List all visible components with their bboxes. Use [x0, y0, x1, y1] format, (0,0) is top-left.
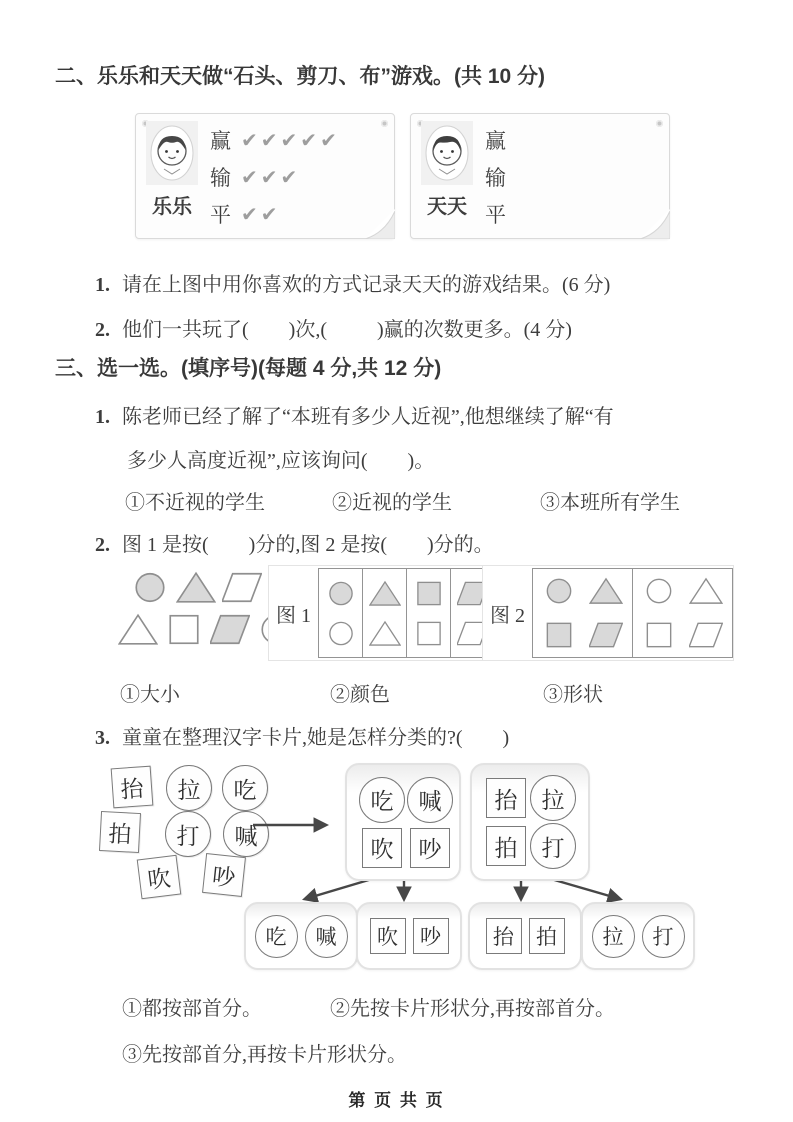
tally-card-tiantian — [410, 113, 670, 239]
avatar-frame — [421, 121, 473, 185]
group-box-cards — [472, 765, 588, 879]
figure-1-label: 图 1 — [276, 604, 311, 627]
triangle-shape — [118, 613, 158, 646]
player-name: 乐乐 — [152, 196, 192, 218]
figure-2-label: 图 2 — [490, 604, 525, 627]
question-text: 陈老师已经了解了“本班有多少人近视”,他想继续了解“有 — [122, 406, 614, 428]
s2-question-1 — [95, 268, 610, 297]
square-shape — [413, 580, 445, 607]
arrow-down-right-icon — [551, 879, 620, 899]
tally-row-win — [210, 121, 390, 158]
subgroup-cards — [583, 904, 693, 968]
char-card-拍: 拍 — [529, 918, 565, 954]
triangle-shape — [589, 577, 623, 605]
check-mark: ✔ — [241, 127, 258, 152]
tally-rows — [485, 121, 665, 232]
parallelogram-shape — [210, 613, 250, 646]
question-number: 2. — [95, 534, 110, 556]
subgroup-cards — [470, 904, 580, 968]
tie-checkmarks — [238, 202, 278, 226]
tally-label: 赢 — [485, 128, 506, 153]
s3-question-1-line2: 多少人高度近视”,应该询问( )。 — [127, 450, 435, 472]
figure-1-column-circles — [319, 569, 362, 657]
char-card-抬: 抬 — [486, 778, 526, 818]
parallelogram-shape — [589, 621, 623, 649]
player-name: 天天 — [427, 196, 467, 218]
s3-q2-option-1: ①大小 — [120, 684, 180, 706]
subgroup-box-3 — [468, 902, 582, 970]
page-fold-icon — [640, 209, 670, 239]
question-number: 1. — [95, 274, 110, 296]
tally-row-tie — [485, 195, 665, 232]
figure-2-group — [482, 565, 734, 661]
question-text: 请在上图中用你喜欢的方式记录天天的游戏结果。(6 分) — [122, 274, 611, 296]
char-card-吵: 吵 — [202, 853, 246, 897]
circle-shape — [130, 571, 170, 604]
check-mark: ✔ — [241, 164, 258, 189]
check-mark: ✔ — [300, 127, 318, 152]
section-3-title: 三、选一选。(填序号)(每题 4 分,共 12 分) — [55, 357, 442, 380]
triangle-shape — [369, 580, 401, 607]
check-mark: ✔ — [260, 201, 278, 226]
tally-label: 输 — [485, 165, 506, 190]
char-card-拉: 拉 — [592, 915, 635, 958]
tally-label: 输 — [210, 165, 231, 190]
figure-1-table — [318, 568, 495, 658]
char-card-打: 打 — [642, 915, 685, 958]
page-footer: 第 页 共 页 — [348, 1091, 445, 1110]
s3-q1-option-3: ③本班所有学生 — [540, 492, 680, 514]
s3-question-1-line1 — [95, 400, 614, 429]
figure-2-cell-gray — [533, 569, 632, 657]
question-text: 图 1 是按( )分的,图 2 是按( )分的。 — [122, 534, 494, 556]
check-mark: ✔ — [320, 127, 337, 152]
square-shape — [164, 613, 204, 646]
circle-shape — [642, 577, 676, 605]
lose-checkmarks — [238, 165, 297, 189]
tally-row-win — [485, 121, 665, 158]
win-checkmarks — [238, 128, 337, 152]
question-text: 童童在整理汉字卡片,她是怎样分类的?( ) — [122, 727, 510, 749]
triangle-shape — [689, 577, 723, 605]
group-box-hand-radical — [470, 763, 590, 881]
s3-q3-option-3: ③先按部首分,再按卡片形状分。 — [122, 1044, 407, 1066]
parallelogram-shape — [689, 621, 723, 649]
char-card-打: 打 — [530, 823, 576, 869]
char-card-吃: 吃 — [359, 777, 405, 823]
char-card-拍: 拍 — [486, 826, 526, 866]
group-box-mouth-radical — [345, 763, 461, 881]
question-number: 1. — [95, 406, 110, 428]
page-fold-icon — [365, 209, 395, 239]
avatar-frame — [146, 121, 198, 185]
boy-avatar-icon — [424, 124, 470, 182]
s3-q3-option-2: ②先按卡片形状分,再按部首分。 — [330, 998, 615, 1020]
card-classification-diagram — [0, 755, 793, 983]
check-mark: ✔ — [280, 127, 298, 152]
group-box-cards — [347, 765, 459, 879]
question-text: 他们一共玩了( )次,( )赢的次数更多。(4 分) — [122, 319, 572, 341]
tally-row-lose — [485, 158, 665, 195]
tally-rows — [210, 121, 390, 232]
char-card-吵: 吵 — [410, 828, 450, 868]
square-shape — [542, 621, 576, 649]
char-card-吃: 吃 — [255, 915, 298, 958]
figure-1-column-squares — [406, 569, 450, 657]
s2-question-2 — [95, 313, 572, 342]
question-number: 2. — [95, 319, 110, 341]
section-2-title: 二、乐乐和天天做“石头、剪刀、布”游戏。(共 10 分) — [55, 65, 546, 88]
tally-label: 平 — [485, 202, 506, 227]
subgroup-cards — [246, 904, 356, 968]
s3-q2-option-3: ③形状 — [543, 684, 603, 706]
char-card-吹: 吹 — [362, 828, 402, 868]
char-card-喊: 喊 — [223, 811, 269, 857]
tally-label: 平 — [210, 202, 231, 227]
s3-q1-option-2: ②近视的学生 — [332, 492, 452, 514]
circle-shape — [542, 577, 576, 605]
figure-2-cell-white — [632, 569, 732, 657]
char-card-抬: 抬 — [111, 766, 154, 809]
parallelogram-shape — [222, 571, 262, 604]
s3-q1-option-1: ①不近视的学生 — [125, 492, 265, 514]
tally-row-lose — [210, 158, 390, 195]
arrow-down-left-icon — [305, 879, 372, 899]
char-card-抬: 抬 — [486, 918, 522, 954]
char-card-吃: 吃 — [222, 765, 268, 811]
s3-question-3 — [95, 721, 509, 750]
tally-card-lele — [135, 113, 395, 239]
subgroup-cards — [358, 904, 460, 968]
boy-avatar-icon — [149, 124, 195, 182]
tally-label: 赢 — [210, 128, 231, 153]
char-card-吹: 吹 — [370, 918, 406, 954]
circle-shape — [325, 580, 357, 607]
char-card-吵: 吵 — [413, 918, 449, 954]
char-card-喊: 喊 — [305, 915, 348, 958]
char-card-拍: 拍 — [99, 811, 141, 853]
char-card-拉: 拉 — [166, 765, 212, 811]
square-shape — [413, 620, 445, 647]
figure-2-table — [532, 568, 733, 658]
s3-question-2 — [95, 528, 494, 557]
triangle-shape — [369, 620, 401, 647]
circle-shape — [325, 620, 357, 647]
check-mark: ✔ — [241, 201, 258, 226]
triangle-shape — [176, 571, 216, 604]
subgroup-box-4 — [581, 902, 695, 970]
figure-1-group — [268, 565, 496, 661]
char-card-拉: 拉 — [530, 775, 576, 821]
char-card-吹: 吹 — [137, 855, 182, 900]
s3-q2-option-2: ②颜色 — [330, 684, 390, 706]
s3-q3-option-1: ①都按部首分。 — [122, 998, 262, 1020]
figure-1-column-triangles — [362, 569, 406, 657]
square-shape — [642, 621, 676, 649]
char-card-打: 打 — [165, 811, 211, 857]
check-mark: ✔ — [280, 164, 298, 189]
check-mark: ✔ — [260, 127, 278, 152]
tally-row-tie — [210, 195, 390, 232]
question-number: 3. — [95, 727, 110, 749]
subgroup-box-1 — [244, 902, 358, 970]
char-card-喊: 喊 — [407, 777, 453, 823]
check-mark: ✔ — [260, 164, 278, 189]
subgroup-box-2 — [356, 902, 462, 970]
